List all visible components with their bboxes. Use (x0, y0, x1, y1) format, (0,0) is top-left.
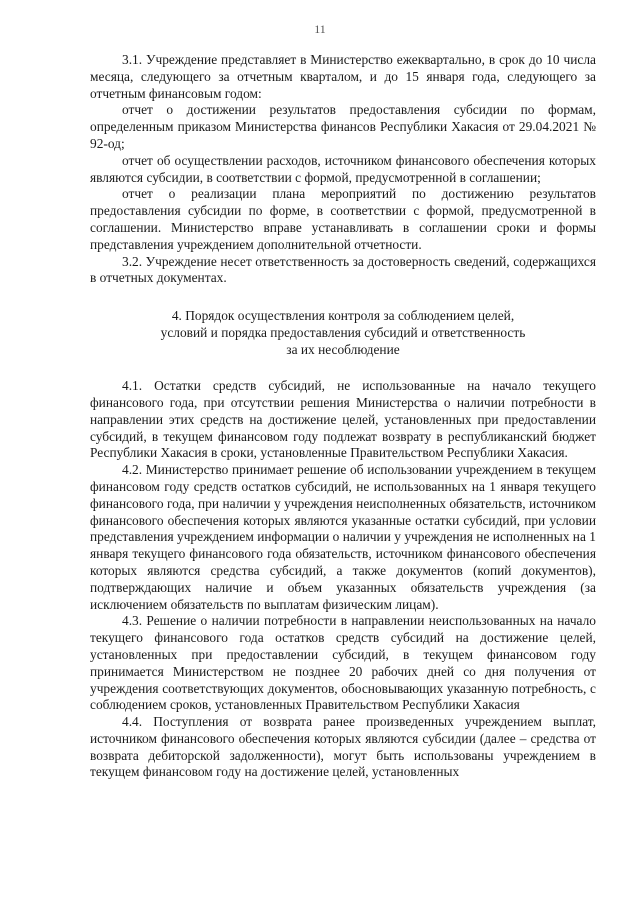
heading-line-3: за их несоблюдение (286, 342, 400, 358)
page-number: 11 (314, 22, 326, 36)
paragraph-4-3: 4.3. Решение о наличии потребности в направлении неиспользованных на начало текущего финансового года остатков средств субсидий на достижение целей, установленных при предоставлении субсидий, в текущем финансовом году принимается Министерством не позднее 20 рабочих дней со дня получения от учреждения соответствующих документов, обосновывающих указанную потребность, с соблюдением сроков, установленных Правительством Республики Хакасия (90, 613, 596, 713)
paragraph-report-results: отчет о достижении результатов предоставления субсидии по формам, определенным приказом Министерства финансов Республики Хакасия от 29.04.2021 № 92-од; (90, 102, 596, 151)
section-4-heading (90, 307, 596, 358)
paragraph-report-expenses: отчет об осуществлении расходов, источником финансового обеспечения которых являются субсидии, в соответствии с формой, предусмотренной в соглашении; (90, 152, 596, 185)
paragraph-3-1: 3.1. Учреждение представляет в Министерство ежеквартально, в срок до 10 числа месяца, следующего за отчетным кварталом, и до 15 января года, следующего за отчетным финансовым годом: (90, 52, 596, 101)
heading-line-1: 4. Порядок осуществления контроля за соблюдением целей, (171, 308, 515, 324)
paragraph-4-4: 4.4. Поступления от возврата ранее произведенных учреждением выплат, источником финансового обеспечения которых являются субсидии (далее – средства от возврата дебиторской задолженности), могут быть использованы учреждением в текущем финансовом году на достижение целей, установленных (90, 714, 596, 780)
paragraph-4-1: 4.1. Остатки средств субсидий, не использованные на начало текущего финансового года, при отсутствии решения Министерства о наличии потребности в направлении этих средств на достижение целей, установленных при предоставлении субсидий, в текущем финансовом году подлежат возврату в республиканский бюджет Республики Хакасия в сроки, установленные Правительством Республики Хакасия. (90, 378, 596, 461)
paragraph-4-2: 4.2. Министерство принимает решение об использовании учреждением в текущем финансовом году средств остатков субсидий, не использованных на 1 января текущего финансового года, при наличии у учреждения неисполненных обязательств, источником финансового обеспечения которых являются указанные остатки субсидий, при условии представления учреждением информации о наличии у учреждения не исполненных на 1 января текущего финансового года обязательств, источником финансового обеспечения которых являются средства субсидий, а также документов (копий документов), подтверждающих наличие и объем указанных обязательств учреждения (за исключением обязательств по выплатам физическим лицам). (90, 462, 596, 612)
paragraph-3-2: 3.2. Учреждение несет ответственность за достоверность сведений, содержащихся в отчетных документах. (90, 253, 596, 286)
paragraph-report-plan: отчет о реализации плана мероприятий по достижению результатов предоставления субсидии по форме, в соответствии с формой, предусмотренной в соглашении. Министерство вправе устанавливать в соглашении сроки и формы представления учреждением дополнительной отчетности. (90, 186, 596, 252)
heading-line-2: условий и порядка предоставления субсидий и ответственность (160, 325, 526, 341)
document-body (90, 52, 596, 781)
